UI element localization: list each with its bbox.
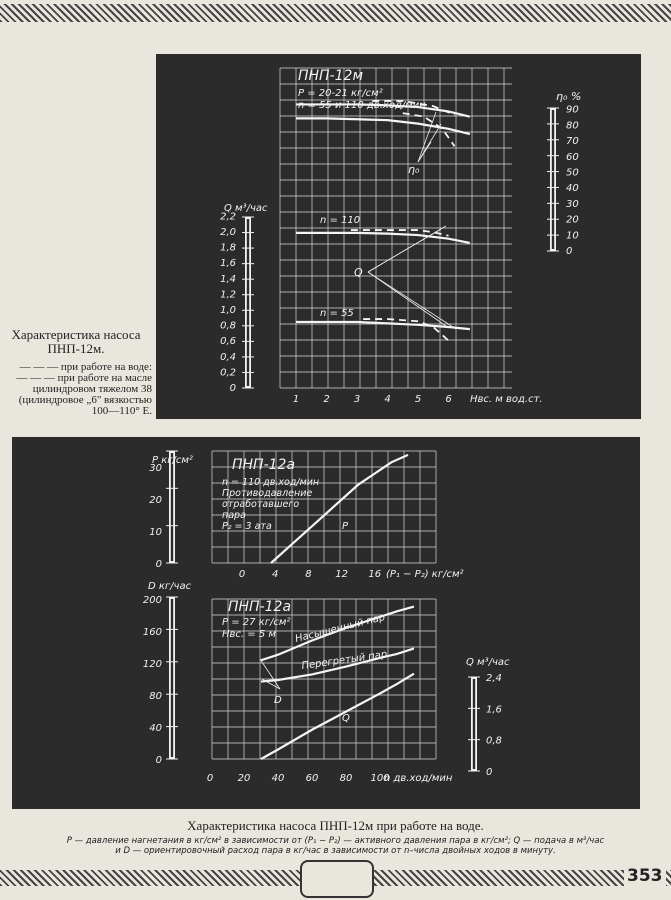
c1-y-tick-label: 1,6 (220, 258, 236, 270)
c1-series-line (403, 113, 455, 146)
c2b-annotation-d: D (274, 695, 282, 706)
c2b-note: Hвс. = 5 м (222, 629, 276, 640)
c2b-title: ПНП-12а (228, 599, 292, 615)
caption-line-1: P — давление нагнетания в кг/см² в зависимости от (P₁ − P₂) — активного давления пара в кг/см²; Q — подача в м³/час (66, 836, 605, 846)
figure-caption (0, 818, 671, 856)
c2b-xlabel: n дв.ход/мин (384, 773, 453, 784)
c2a-x-tick-label: 16 (368, 569, 382, 580)
caption-main: Характеристика насоса ПНП-12м при работе на воде. (187, 818, 484, 833)
c2b-x-tick-label: 60 (305, 773, 319, 784)
chart-panel-pnp12a (12, 437, 640, 809)
c1-xlabel: Hвс. м вод.ст. (470, 394, 543, 405)
c1-y2-tick-label: 60 (566, 151, 579, 163)
c2b-y2-tick-label: 1,6 (486, 704, 502, 716)
c2b-x-tick-label: 40 (271, 773, 285, 784)
c1-y-tick-label: 2,2 (220, 211, 236, 223)
c2b-series-label: Перегретый пар (300, 649, 388, 672)
c2a-note: отработавшего (222, 499, 300, 510)
c2a-xlabel: (P₁ − P₂) кг/см² (386, 569, 464, 580)
chart-pnp12m (156, 54, 641, 419)
c1-y2-tick-label: 40 (566, 183, 579, 195)
chart-pnp12a (12, 437, 640, 809)
c2b-series-line (261, 674, 414, 759)
c2b-scale-bar-core (171, 599, 173, 757)
c1-y2-tick-label: 80 (566, 120, 579, 132)
c1-x-tick-label: 4 (384, 394, 391, 405)
c2b-annotation-q: Q (342, 713, 350, 724)
c2b-q-scale-bar-core (473, 679, 475, 769)
c1-y-tick-label: 1,4 (220, 273, 236, 285)
c2b-y2-tick-label: 2,4 (486, 673, 502, 685)
c2a-y-tick-label: 20 (149, 495, 162, 506)
c2b-y-tick-label: 40 (149, 723, 162, 734)
side-legend-water: — — — при работе на воде: (19, 361, 152, 373)
c2b-y-tick-label: 200 (142, 595, 162, 606)
c1-y2-tick-label: 30 (566, 198, 579, 210)
top-ornament-band (0, 4, 671, 22)
c1-ylabel: Q м³/час (224, 203, 268, 214)
c1-x-tick-label: 3 (353, 394, 361, 405)
c2b-y-tick-label: 0 (155, 755, 162, 766)
c2b-y-tick-label: 80 (149, 691, 162, 702)
c1-series-line (296, 322, 470, 329)
c1-y2label: η₀ % (556, 90, 582, 103)
c2b-x-tick-label: 100 (370, 773, 390, 784)
c1-y-tick-label: 1,2 (220, 289, 236, 301)
c1-x-tick-label: 6 (445, 394, 452, 405)
c1-y2-tick-label: 50 (566, 167, 579, 179)
c2b-ylabel: D кг/час (148, 581, 192, 592)
c1-y-tick-label: 0 (229, 383, 236, 394)
c2a-series-label: P (342, 521, 349, 532)
c1-annotation-n110: n = 110 (320, 215, 361, 226)
c1-note: n = 55 и 110 дв.ход/мин (298, 100, 426, 111)
c1-q-scale-bar-core (247, 219, 249, 386)
c2a-note: Противодавление (222, 488, 313, 499)
c1-y-tick-label: 0,6 (220, 336, 236, 348)
side-legend-oil: — — — при работе на масле цилиндровом тяжелом 38 (цилиндровое „6" вязкостью 100—110° Е. (16, 372, 152, 417)
c2b-y2label: Q м³/час (466, 657, 510, 668)
c2a-x-tick-label: 12 (335, 569, 348, 580)
c1-pointer-line (368, 272, 446, 326)
c2b-y-tick-label: 120 (142, 659, 162, 670)
c1-title: ПНП-12м (298, 68, 364, 84)
c1-series-line (296, 233, 470, 243)
page-number: 353 (624, 866, 666, 886)
caption-line-2: и D — ориентировочный расход пара в кг/час в зависимости от n–числа двойных ходов в минуту. (115, 846, 556, 856)
c1-eta-scale-bar-core (552, 110, 554, 249)
c2a-y-tick-label: 30 (149, 463, 162, 474)
c1-y2-tick-label: 0 (566, 246, 573, 257)
c1-y2-tick-label: 90 (566, 104, 579, 116)
c1-x-tick-label: 5 (414, 394, 422, 405)
c2b-y2-tick-label: 0,8 (486, 735, 502, 747)
c2a-scale-bar-core (171, 453, 173, 561)
side-caption-title: Характеристика насоса ПНП-12м. (11, 327, 141, 356)
c1-note: P = 20-21 кг/см² (298, 88, 383, 99)
c1-y2-tick-label: 70 (566, 136, 579, 148)
side-caption (0, 328, 152, 417)
c1-y-tick-label: 1,8 (220, 242, 236, 254)
c1-y2-tick-label: 20 (566, 214, 579, 226)
c1-annotation-eta: η₀ (408, 163, 420, 176)
c2b-x-tick-label: 80 (339, 773, 353, 784)
c2b-pointer-line (260, 659, 280, 689)
c1-y-tick-label: 0,4 (220, 351, 236, 363)
c2a-note: P₂ = 3 ата (222, 521, 272, 532)
emblem-icon (300, 860, 374, 898)
c2b-note: P = 27 кг/см² (222, 617, 291, 628)
c2a-x-tick-label: 0 (238, 569, 246, 580)
c2a-x-tick-label: 8 (305, 569, 312, 580)
c2b-y2-tick-label: 0 (486, 767, 493, 778)
c2a-title: ПНП-12а (232, 457, 296, 473)
c1-y-tick-label: 1,0 (220, 305, 236, 316)
c2a-note: пара (222, 510, 246, 521)
chart-panel-pnp12m (156, 54, 641, 419)
c1-annotation-n55: n = 55 (320, 308, 354, 319)
c2b-y-tick-label: 160 (142, 627, 162, 638)
c2a-y-tick-label: 10 (149, 527, 162, 538)
c2b-x-tick-label: 0 (206, 773, 214, 784)
c1-x-tick-label: 2 (323, 394, 330, 405)
c2a-ylabel: P кг/см² (152, 455, 193, 466)
c1-y-tick-label: 2,0 (220, 227, 236, 238)
c1-annotation-q: Q (354, 266, 363, 279)
c2a-x-tick-label: 4 (272, 569, 279, 580)
c2a-y-tick-label: 0 (155, 559, 162, 570)
c1-y-tick-label: 0,2 (220, 367, 236, 379)
c1-y2-tick-label: 10 (566, 230, 579, 242)
c2b-x-tick-label: 20 (237, 773, 251, 784)
c1-x-tick-label: 1 (292, 394, 300, 405)
c2b-series-label: Насыщенный пар (294, 611, 387, 645)
c2a-note: n = 110 дв.ход/мин (222, 477, 320, 488)
c1-y-tick-label: 0,8 (220, 320, 236, 332)
